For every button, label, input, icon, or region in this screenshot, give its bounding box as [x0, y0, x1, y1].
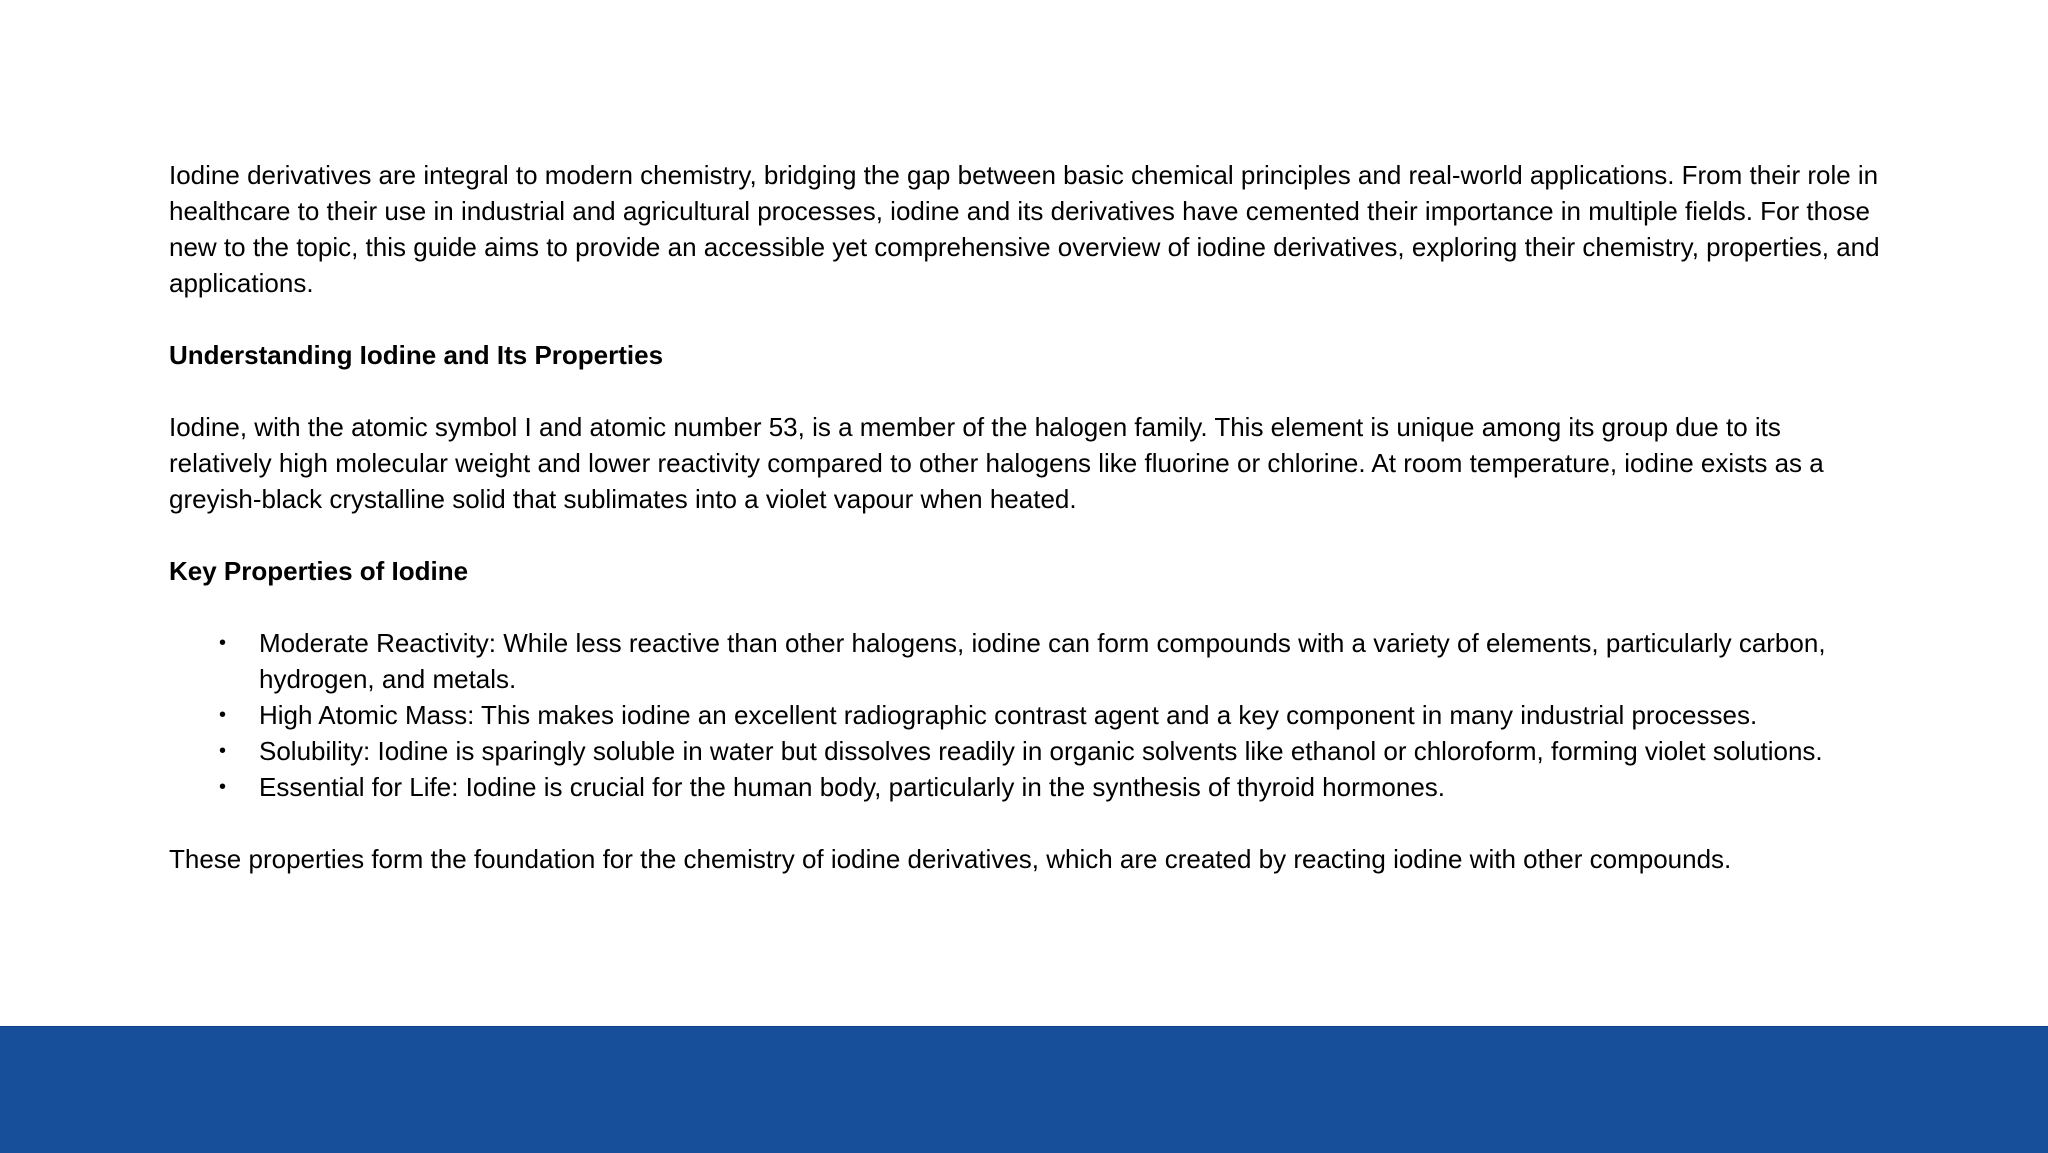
- spacer: [169, 805, 1889, 841]
- list-item-text: Moderate Reactivity: While less reactive than other halogens, iodine can form compounds with a variety of elements, particularly carbon, hydrogen, and metals.: [259, 628, 1826, 694]
- section-heading-understanding: Understanding Iodine and Its Properties: [169, 340, 664, 370]
- list-item-text: High Atomic Mass: This makes iodine an excellent radiographic contrast agent and a key component in many industrial processes.: [259, 700, 1758, 730]
- section-heading-key-properties: Key Properties of Iodine: [169, 556, 469, 586]
- footer-band: [0, 1026, 2048, 1153]
- intro-paragraph: Iodine derivatives are integral to modern chemistry, bridging the gap between basic chemical principles and real-world applications. From their role in healthcare to their use in industrial and agricultural processes, iodine and its derivatives have cemented their importance in multiple fields. For those new to the topic, this guide aims to provide an accessible yet comprehensive overview of iodine derivatives, exploring their chemistry, properties, and applications.: [169, 160, 1880, 298]
- list-item-text: Solubility: Iodine is sparingly soluble in water but dissolves readily in organic solvents like ethanol or chloroform, forming violet solutions.: [259, 736, 1823, 766]
- bullet-icon: •: [219, 776, 227, 798]
- spacer: [169, 589, 1889, 625]
- list-item: [169, 697, 1889, 733]
- bullet-icon: •: [219, 704, 227, 726]
- list-item: [169, 625, 1889, 697]
- list-item-text: Essential for Life: Iodine is crucial for the human body, particularly in the synthesis of thyroid hormones.: [259, 772, 1445, 802]
- slide-body: [169, 157, 1889, 877]
- spacer: [169, 373, 1889, 409]
- list-item: [169, 733, 1889, 769]
- properties-list: [169, 625, 1889, 805]
- spacer: [169, 517, 1889, 553]
- list-item: [169, 769, 1889, 805]
- iodine-description-paragraph: Iodine, with the atomic symbol I and atomic number 53, is a member of the halogen family. This element is unique among its group due to its relatively high molecular weight and lower reactivity compared to other halogens like fluorine or chlorine. At room temperature, iodine exists as a greyish-black crystalline solid that sublimates into a violet vapour when heated.: [169, 412, 1824, 514]
- bullet-icon: •: [219, 740, 227, 762]
- spacer: [169, 301, 1889, 337]
- closing-paragraph: These properties form the foundation for the chemistry of iodine derivatives, which are created by reacting iodine with other compounds.: [169, 844, 1732, 874]
- bullet-icon: •: [219, 632, 227, 654]
